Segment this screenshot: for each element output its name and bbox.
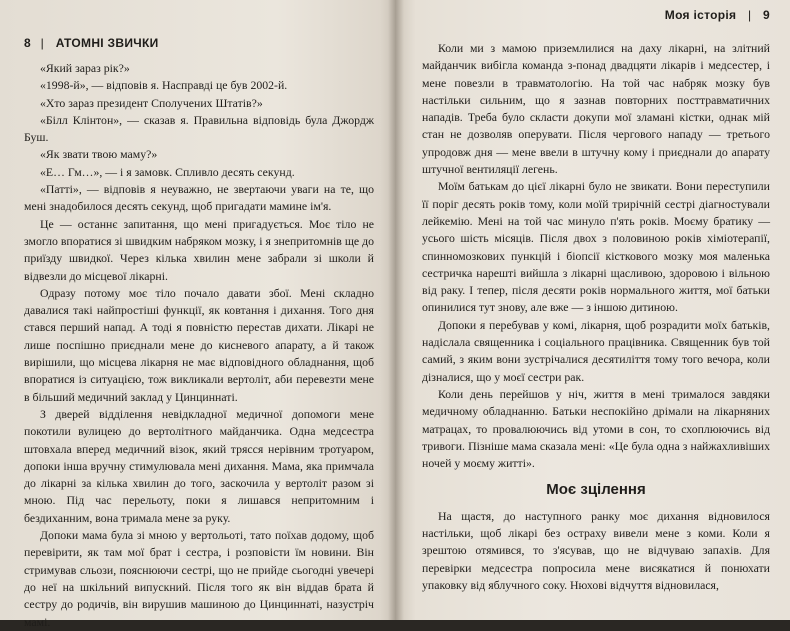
paragraph: «1998-й», — відповів я. Насправді це був 2002-й. — [40, 78, 288, 93]
header-separator: | — [40, 36, 45, 50]
paragraph: Коли день перейшов у ніч, життя в мені трималося завдяки медичному обладнанню. Батьки неспокійно дрімали на лікарняних матрацах, то провалюючись від утоми в сон, то схоплюючись від тривоги. Пізніше мама сказала мені: «Це була одна з найжахливіших ночей у моєму житті». — [422, 386, 770, 471]
paragraph: Одразу потому моє тіло почало давати збої. Мені складно давалися такі найпростіші функції, як ковтання і дихання. Того дня стався перший напад. А тоді я повністю перестав дихати. Лікарі не лише поспішно приєднали мене до кисневого апарату, а й також вирішили, що місцева лікарня не має відповідного обладнання, щоб впоратися із ситуацією, тож викликали вертоліт, аби перевезти мене в більший медичний заклад у Цинциннаті. — [24, 285, 374, 404]
paragraph: Допоки я перебував у комі, лікарня, щоб розрадити моїх батьків, надіслала священника і соціального працівника. Священник був той самий, з яким вони зустрічалися десятиліття тому того вечора, коли дізналися, що у моєї сестри рак. — [422, 317, 770, 384]
running-head: АТОМНІ ЗВИЧКИ — [55, 36, 159, 50]
paragraph: Це — останнє запитання, що мені пригадується. Моє тіло не змогло впоратися зі швидким набряком мозку, і я знепритомнів ще до приїзду швидкої. Через кілька хвилин мене забрали зі школи й відвезли до місцевої лікарні. — [24, 216, 374, 283]
paragraph: Коли ми з мамою приземлилися на даху лікарні, на злітний майданчик вибігла команда з-понад двадцяти лікарів і медсестер, і мене повезли в травматологію. На той час набряк мозку був настільки сильним, що я зазнав повторних посттравматичних нападів. Треба було скласти докупи мої зламані кістки, однак мій стан не дозволяв оперувати. Після чергового нападу — третього упродовж дня — мене ввели в штучну кому і приєднали до апарату штучної вентиляції легень. — [422, 41, 770, 177]
book-gutter — [388, 0, 404, 620]
paragraph: «Який зараз рік?» — [40, 61, 130, 75]
running-head: Моя історія — [664, 8, 737, 22]
left-page-body — [24, 60, 374, 631]
left-page — [0, 0, 396, 629]
page-number: 9 — [763, 8, 770, 22]
paragraph: «Хто зараз президент Сполучених Штатів?» — [40, 95, 263, 110]
header-separator: | — [747, 8, 752, 22]
paragraph: На щастя, до наступного ранку моє дихання відновилося настільки, щоб лікарі без остраху вивели мене з коми. Коли я зрештою отямився, то з'ясував, що не відчуваю запахів. Для перевірки медсестра попросила мене висякатися й понюхати упаковку від яблучного соку. Нюхові відчуття відновилася, — [422, 508, 770, 592]
paragraph: Моїм батькам до цієї лікарні було не звикати. Вони переступили її поріг десять років тому, коли моїй трирічній сестрі діагностували лейкемію. Мені на той час минуло п'ять років. Моєму братику — усього шість місяців. Після двох з половиною років хіміотерапії, спинномозкових пункцій і біопсії кісткового мозку моя маленька сестричка нарешті вийшла з лікарні щасливою, здоровою і вільною від раку. І тепер, після десяти років нормального життя, мої батьки опинилися тут знову, але вже — з іншою дитиною. — [422, 179, 770, 315]
paragraph: Допоки мама була зі мною у вертольоті, тато поїхав додому, щоб перевірити, як там мої брат і сестра, і розповісти їм новини. Він стримував сльози, пояснюючи сестрі, що не прийде сьогодні увечері до неї на шкільний випускний. Після того як він віддав брата й сестру до родичів, він вирушив машиною до Цинциннаті, назустріч мамі. — [24, 528, 374, 629]
paragraph: «Патті», — відповів я неуважно, не звертаючи уваги на те, що мені знадобилося десять секунд, щоб пригадати мамине ім'я. — [24, 182, 374, 214]
paragraph: З дверей відділення невідкладної медичної допомоги мене покотили вулицею до вертолітного майданчика. Одна медсестра штовхала вперед медичний візок, який трясся нерівним тротуаром, допоки інша вручну стимулювала мені дихання. Мама, яка примчала до лікарні за кілька хвилин до того, заскочила у вертоліт разом зі мною. Під час перельоту, поки я лишався непритомним і бездиханним, вона тримала мене за руку. — [24, 406, 374, 525]
right-page-body — [422, 40, 770, 594]
section-heading: Моє зцілення — [546, 481, 646, 499]
right-page-header — [665, 8, 770, 22]
right-page — [396, 0, 790, 620]
paragraph: «Е… Гм…», — і я замовк. Спливло десять секунд. — [40, 164, 295, 179]
paragraph: «Як звати твою маму?» — [40, 147, 158, 162]
paragraph: «Білл Клінтон», — сказав я. Правильна відповідь була Джордж Буш. — [24, 112, 374, 145]
page-number: 8 — [24, 36, 31, 50]
left-page-header — [24, 36, 159, 50]
